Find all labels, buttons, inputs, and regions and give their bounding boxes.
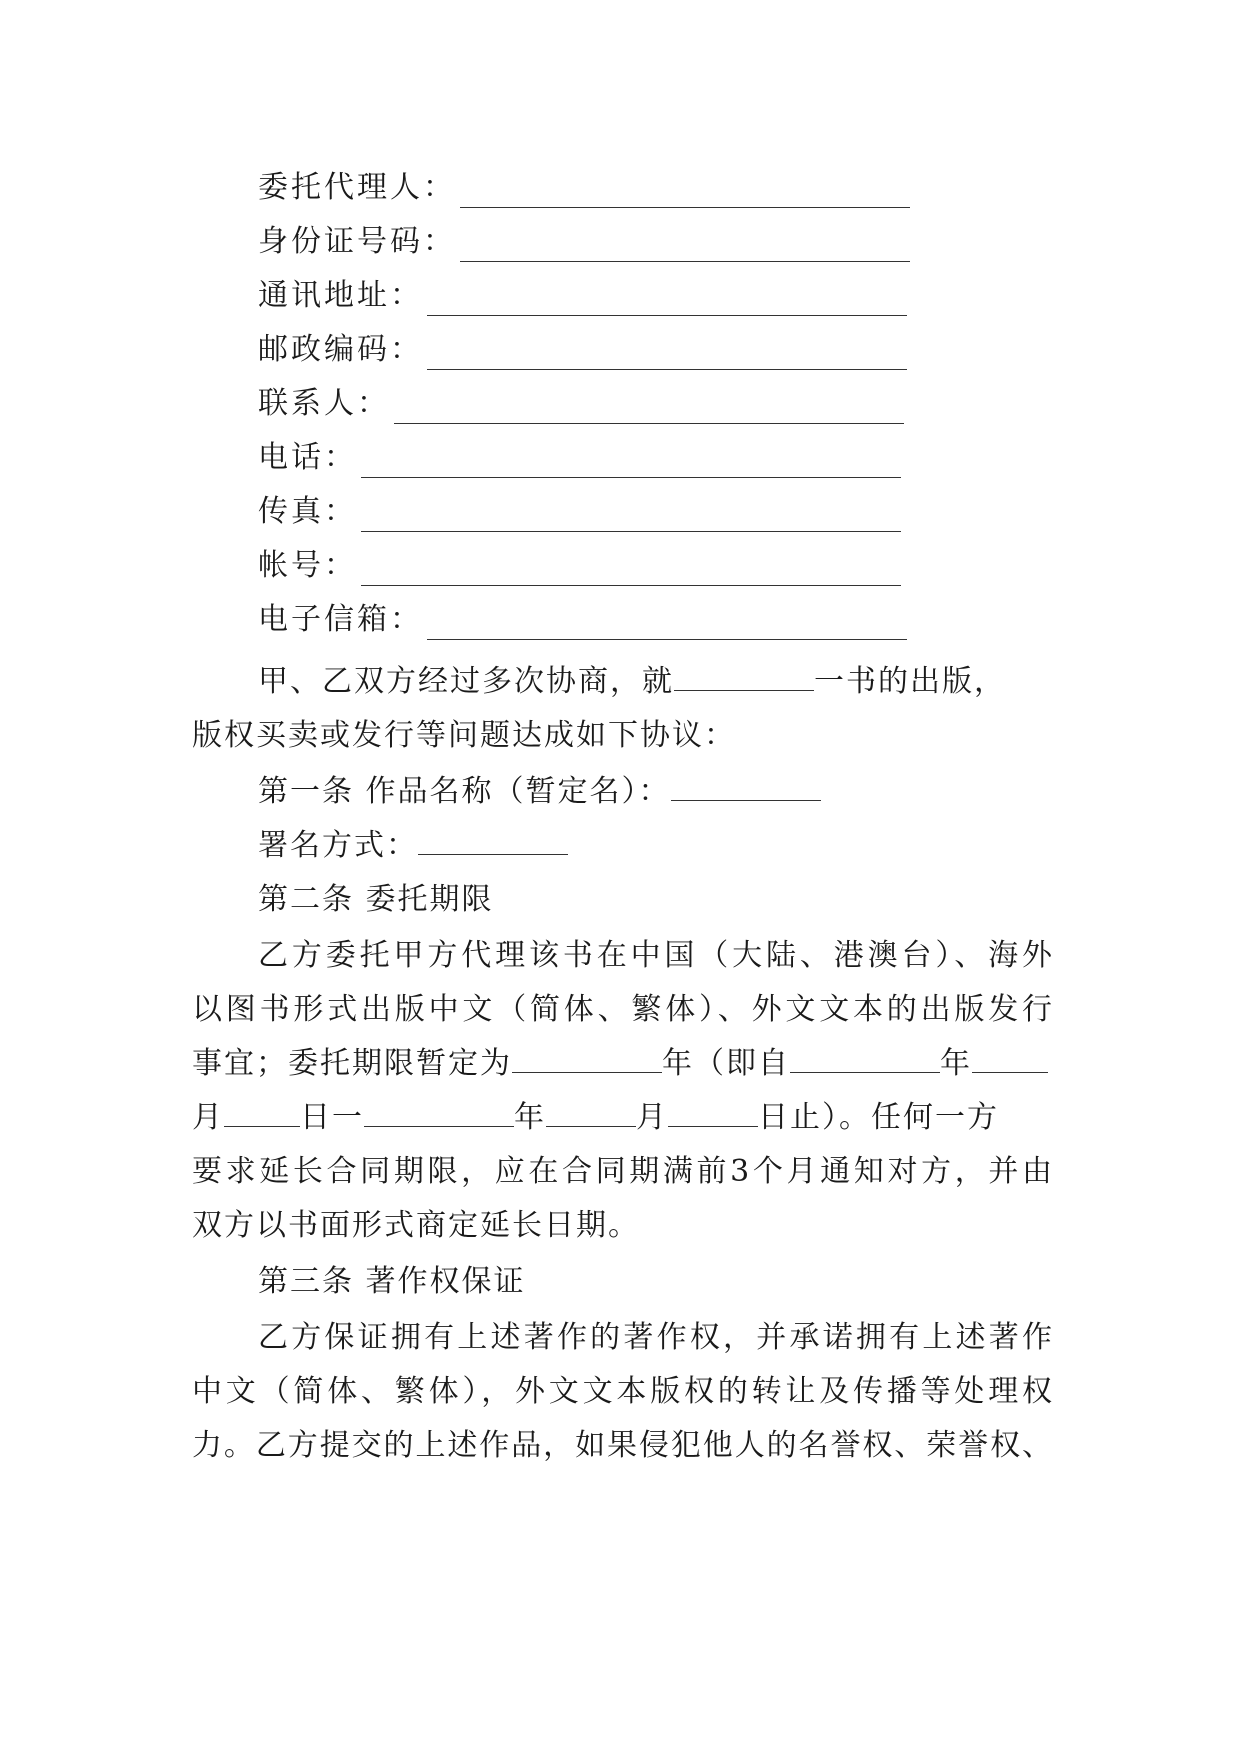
start-day-blank[interactable]	[224, 1098, 300, 1127]
field-postcode	[258, 330, 907, 370]
text-segment: 年（即自	[662, 1046, 790, 1081]
field-label: 帐号：	[258, 548, 357, 583]
article1-title	[258, 772, 821, 812]
field-address	[258, 276, 907, 316]
fill-blank[interactable]	[427, 285, 907, 316]
article2-line-6: 双方以书面形式商定延长日期。	[192, 1208, 640, 1243]
text-segment: 事宜；委托期限暂定为	[192, 1046, 512, 1081]
book-title-blank[interactable]	[674, 662, 814, 691]
field-phone	[258, 438, 901, 478]
text-segment: 月	[636, 1100, 668, 1135]
field-label: 电话：	[258, 440, 357, 475]
years-blank[interactable]	[512, 1044, 662, 1073]
intro-line-1	[258, 662, 1006, 702]
signature-blank[interactable]	[418, 826, 568, 855]
fill-blank[interactable]	[427, 609, 907, 640]
text-segment: 甲、乙双方经过多次协商，就	[258, 664, 674, 699]
start-year-blank[interactable]	[790, 1044, 940, 1073]
text-segment: 月	[192, 1100, 224, 1135]
text-segment: 年	[514, 1100, 546, 1135]
article2-line-4	[192, 1098, 999, 1138]
field-id-number	[258, 222, 910, 262]
field-contact	[258, 384, 904, 424]
end-day-blank[interactable]	[668, 1098, 758, 1127]
article2-line-3	[192, 1044, 1048, 1084]
article3-line-1: 乙方保证拥有上述著作的著作权，并承诺拥有上述著作	[258, 1320, 1052, 1355]
fill-blank[interactable]	[460, 177, 910, 208]
article2-line-5: 要求延长合同期限，应在合同期满前3个月通知对方，并由	[192, 1154, 1052, 1189]
field-label: 联系人：	[258, 386, 390, 421]
text-segment: 一书的出版，	[814, 664, 1006, 699]
article1-sign	[258, 826, 568, 866]
text-segment: 日止）。任何一方	[758, 1100, 999, 1135]
article2-line-1: 乙方委托甲方代理该书在中国（大陆、港澳台）、海外	[258, 938, 1052, 973]
fill-blank[interactable]	[361, 555, 901, 586]
work-name-blank[interactable]	[671, 772, 821, 801]
end-year-blank[interactable]	[364, 1098, 514, 1127]
field-email	[258, 600, 907, 640]
text-segment: 署名方式：	[258, 828, 418, 863]
article3-line-3: 力。乙方提交的上述作品，如果侵犯他人的名誉权、荣誉权、	[192, 1428, 1052, 1463]
field-label: 邮政编码：	[258, 332, 423, 367]
article2-line-2: 以图书形式出版中文（简体、繁体）、外文文本的出版发行	[192, 992, 1052, 1027]
article2-title: 第二条 委托期限	[258, 882, 494, 917]
fill-blank[interactable]	[361, 447, 901, 478]
field-label: 身份证号码：	[258, 224, 456, 259]
field-label: 通讯地址：	[258, 278, 423, 313]
field-label: 传真：	[258, 494, 357, 529]
intro-line-2: 版权买卖或发行等问题达成如下协议：	[192, 718, 736, 753]
article3-title: 第三条 著作权保证	[258, 1264, 526, 1299]
fill-blank[interactable]	[394, 393, 904, 424]
text-segment: 第一条 作品名称（暂定名）：	[258, 774, 671, 809]
field-label: 委托代理人：	[258, 170, 456, 205]
text-segment: 日一	[300, 1100, 364, 1135]
fill-blank[interactable]	[460, 231, 910, 262]
fill-blank[interactable]	[427, 339, 907, 370]
field-fax	[258, 492, 901, 532]
field-account	[258, 546, 901, 586]
field-agent	[258, 168, 910, 208]
article3-line-2: 中文（简体、繁体），外文文本版权的转让及传播等处理权	[192, 1374, 1052, 1409]
start-month-blank[interactable]	[972, 1044, 1048, 1073]
field-label: 电子信箱：	[258, 602, 423, 637]
end-month-blank[interactable]	[546, 1098, 636, 1127]
fill-blank[interactable]	[361, 501, 901, 532]
text-segment: 年	[940, 1046, 972, 1081]
